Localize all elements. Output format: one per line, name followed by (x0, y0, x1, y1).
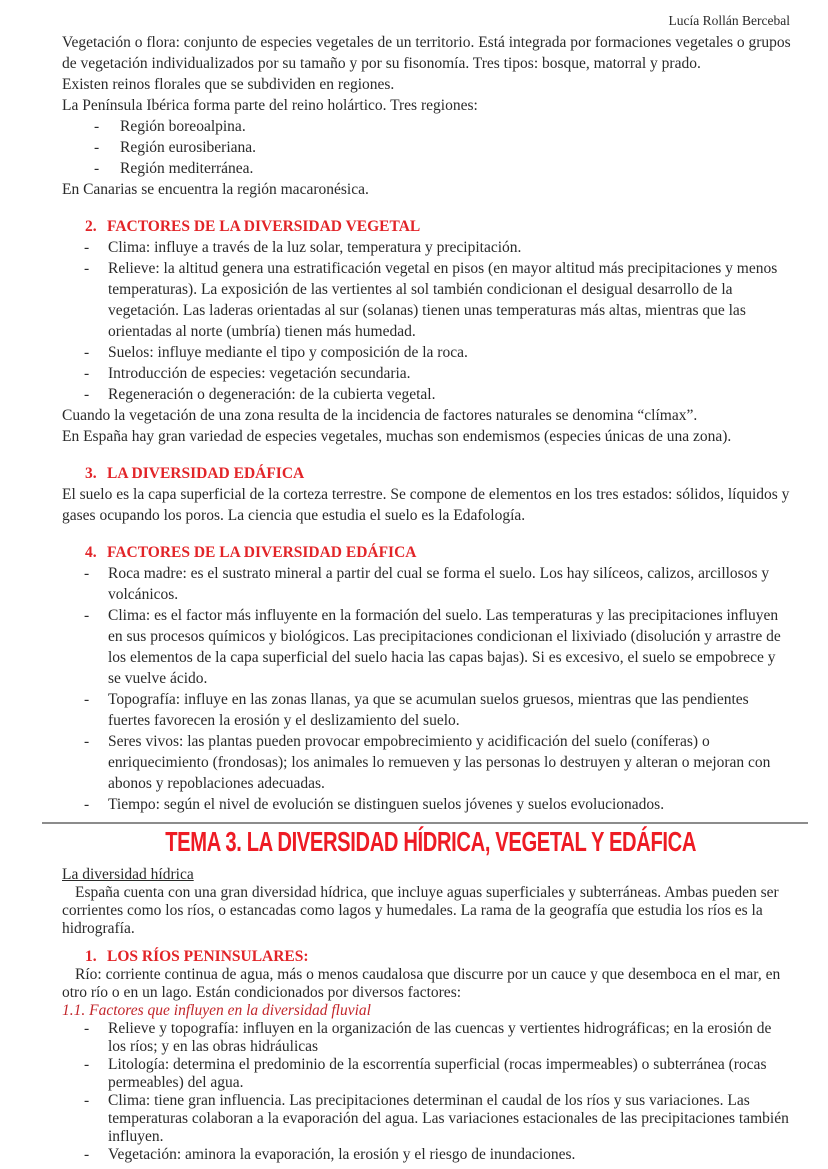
dash-bullet: - (84, 1020, 90, 1037)
list-item (62, 237, 792, 258)
section-4-heading (62, 542, 792, 563)
dash-bullet: - (94, 139, 100, 156)
dash-bullet: - (84, 260, 90, 277)
dash-bullet: - (94, 118, 100, 135)
dash-bullet: - (84, 691, 90, 708)
divider-line (42, 822, 808, 824)
paragraph-canarias: En Canarias se encuentra la región macaronésica. (62, 181, 369, 198)
author-name: Lucía Rollán Bercebal (668, 13, 790, 28)
list-item (62, 116, 792, 137)
paragraph-rio: Río: corriente continua de agua, más o menos caudalosa que discurre por un cauce y que desemboca en el mar, en otro río o en un lago. Están condicionados por diversos factores: (62, 966, 781, 1001)
list-item (62, 1092, 792, 1146)
regions-list (62, 116, 792, 179)
list-item-text: Región boreoalpina. (120, 118, 246, 135)
section-title: FACTORES DE LA DIVERSIDAD EDÁFICA (107, 544, 417, 561)
list-item (62, 794, 792, 815)
list-item-text: Relieve y topografía: influyen en la organización de las cuencas y vertientes hidrográficas; en la erosión de los ríos; y en las obras hidráulicas (108, 1020, 772, 1055)
list-item-text: Clima: tiene gran influencia. Las precipitaciones determinan el caudal de los ríos y sus variaciones. Las temperaturas colaboran a la evaporación del agua. Las variaciones estacionales de las precipitaciones también influyen. (108, 1092, 789, 1145)
dash-bullet: - (84, 565, 90, 582)
list-item-text: Topografía: influye en las zonas llanas, ya que se acumulan suelos gruesos, mientras que las pendientes fuertes favorecen la erosión y el deslizamiento del suelo. (108, 691, 749, 729)
list-item (62, 158, 792, 179)
dash-bullet: - (84, 733, 90, 750)
dash-bullet: - (84, 1146, 90, 1163)
section-number: 1. (85, 948, 97, 965)
section-title: FACTORES DE LA DIVERSIDAD VEGETAL (107, 218, 421, 235)
list-item-text: Región eurosiberiana. (120, 139, 257, 156)
paragraph-peninsula: La Península Ibérica forma parte del reino holártico. Tres regiones: (62, 97, 478, 114)
section-number: 3. (85, 465, 97, 482)
bottom-section (62, 866, 792, 1164)
paragraph-reinos: Existen reinos florales que se subdividen en regiones. (62, 76, 395, 93)
paragraph-suelo: El suelo es la capa superficial de la corteza terrestre. Se compone de elementos en los tres estados: sólidos, líquidos y gases ocupando los poros. La ciencia que estudia el suelo es la Edafología. (62, 486, 790, 524)
list-item-text: Clima: influye a través de la luz solar, temperatura y precipitación. (108, 239, 522, 256)
list-item (62, 731, 792, 794)
paragraph-climax: Cuando la vegetación de una zona resulta de la incidencia de factores naturales se denomina “clímax”. (62, 407, 698, 424)
section-1-heading (62, 948, 792, 966)
section-title: LA DIVERSIDAD EDÁFICA (107, 465, 305, 482)
list-item (62, 137, 792, 158)
section-3-heading (62, 463, 792, 484)
tema-3-title (62, 826, 792, 863)
section-title: LOS RÍOS PENINSULARES: (107, 948, 309, 965)
list-item (62, 258, 792, 342)
dash-bullet: - (84, 796, 90, 813)
dash-bullet: - (84, 1092, 90, 1109)
list-item-text: Litología: determina el predominio de la escorrentía superficial (rocas impermeables) o subterránea (rocas permeables) del agua. (108, 1056, 767, 1091)
list-item-text: Regeneración o degeneración: de la cubierta vegetal. (108, 386, 436, 403)
dash-bullet: - (84, 607, 90, 624)
dash-bullet: - (84, 365, 90, 382)
list-item-text: Vegetación: aminora la evaporación, la erosión y el riesgo de inundaciones. (108, 1146, 576, 1163)
dash-bullet: - (94, 160, 100, 177)
subsection-1-1-heading: 1.1. Factores que influyen en la diversidad fluvial (62, 1002, 371, 1019)
tema-3-title-text: TEMA 3. LA DIVERSIDAD HÍDRICA, VEGETAL Y EDÁFICA (165, 826, 697, 857)
list-item (62, 1020, 792, 1056)
dash-bullet: - (84, 1056, 90, 1073)
section-number: 2. (85, 218, 97, 235)
paragraph-espana-hidrica: España cuenta con una gran diversidad hídrica, que incluye aguas superficiales y subterráneas. Ambas pueden ser corrientes como los ríos, o estancadas como lagos y humedales. La rama de la geografía que estudia los ríos es la hidrografía. (62, 884, 779, 937)
dash-bullet: - (84, 344, 90, 361)
list-item-text: Tiempo: según el nivel de evolución se distinguen suelos jóvenes y suelos evolucionados. (108, 796, 665, 813)
list-item (62, 563, 792, 605)
section-number: 4. (85, 544, 97, 561)
list-item-text: Relieve: la altitud genera una estratificación vegetal en pisos (en mayor altitud más precipitaciones y menos temperaturas). La exposición de las vertientes al sol también condicionan el desigual desarrollo de la vegetación. Las laderas orientadas al sur (solanas) tienen unas temperaturas más altas, mientras que las orientadas al norte (umbría) tienen más humedad. (108, 260, 778, 340)
list-item (62, 605, 792, 689)
list-item-text: Introducción de especies: vegetación secundaria. (108, 365, 411, 382)
list-item-text: Seres vivos: las plantas pueden provocar empobrecimiento y acidificación del suelo (coníferas) o enriquecimiento (frondosas); los animales lo remueven y las personas lo destruyen y alteran o mejoran con abonos y repoblaciones adecuadas. (108, 733, 771, 792)
list-item-text: Roca madre: es el sustrato mineral a partir del cual se forma el suelo. Los hay silíceos, calizos, arcillosos y volcánicos. (108, 565, 770, 603)
fluvial-factors-list (62, 1020, 792, 1164)
dash-bullet: - (84, 239, 90, 256)
list-item (62, 384, 792, 405)
list-item-text: Región mediterránea. (120, 160, 254, 177)
diversidad-hidrica-heading: La diversidad hídrica (62, 866, 194, 883)
list-item (62, 689, 792, 731)
list-item (62, 1146, 792, 1164)
list-item (62, 342, 792, 363)
section-2-heading (62, 216, 792, 237)
dash-bullet: - (84, 386, 90, 403)
section-2-list (62, 237, 792, 405)
list-item-text: Suelos: influye mediante el tipo y composición de la roca. (108, 344, 468, 361)
list-item-text: Clima: es el factor más influyente en la formación del suelo. Las temperaturas y las precipitaciones influyen en sus procesos químicos y biológicos. Las precipitaciones condicionan el lixiviado (disolución y arrastre de los elementos de la capa superficial del suelo hacia las capas bajas). Si es excesivo, el suelo se empobrece y se vuelve ácido. (108, 607, 781, 687)
paragraph-endemismos: En España hay gran variedad de especies vegetales, muchas son endemismos (especies únicas de una zona). (62, 428, 732, 445)
section-4-list (62, 563, 792, 815)
list-item (62, 1056, 792, 1092)
list-item (62, 363, 792, 384)
top-section (62, 32, 792, 815)
paragraph-vegetacion: Vegetación o flora: conjunto de especies vegetales de un territorio. Está integrada por formaciones vegetales o grupos de vegetación individualizados por su tamaño y por su fisonomía. Tres tipos: bosque, matorral y prado. (62, 34, 791, 72)
